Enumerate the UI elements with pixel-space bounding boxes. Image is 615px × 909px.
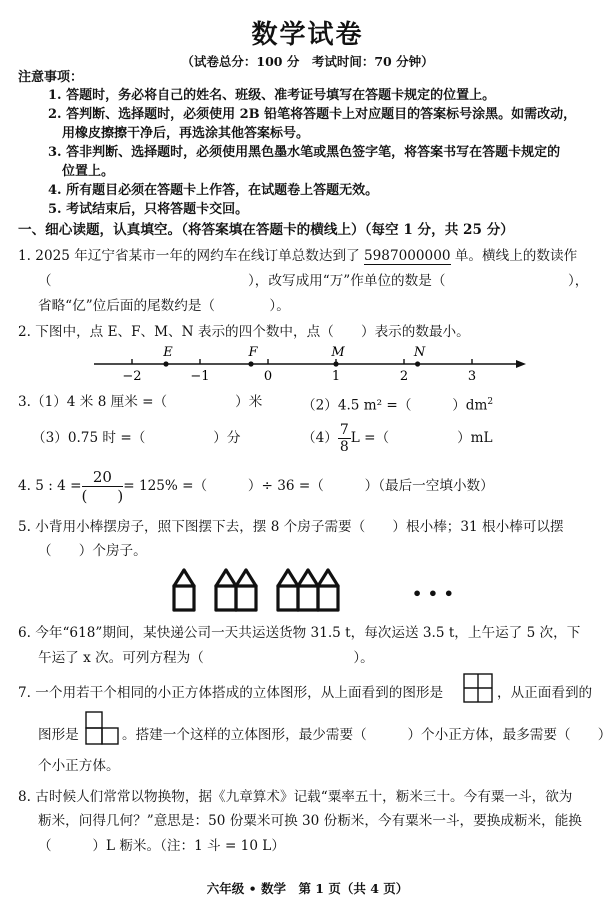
- stick: [246, 570, 256, 586]
- question-1-text-a: 1. 2025 年辽宁省某市一年的网约车在线订单总数达到了: [18, 248, 364, 264]
- question-3c: （3）0.75 时 =（ ）分: [32, 430, 241, 446]
- stick: [318, 570, 328, 586]
- house-pattern-figure: [170, 562, 450, 622]
- note-item-4: 4. 所有题目必须在答题卡上作答，在试题卷上答题无效。: [48, 183, 379, 198]
- exam-info: （试卷总分：100 分 考试时间：70 分钟）: [181, 54, 434, 69]
- question-8-line2: 粝米，问得几何？”意思是：50 份粟米可换 30 份粝米，今有粟米一斗，要换成粝米，能换: [38, 813, 582, 829]
- note-item-5: 5. 考试结束后，只将答题卡交回。: [48, 202, 249, 217]
- question-2-text: 2. 下图中，点 E、F、M、N 表示的四个数中，点（ ）表示的数最小。: [18, 324, 470, 340]
- note-item-2: 2. 答判断、选择题时，必须使用 2B 铅笔将答题卡上对应题目的答案标号涂黑。如需改动，: [48, 107, 577, 122]
- number-line-point-label: E: [163, 345, 173, 360]
- question-1-line2: ），改写成用“万”作单位的数是（: [248, 273, 446, 289]
- question-3d-label: （4）: [302, 430, 338, 446]
- question-6-line2: 午运了 x 次。可列方程为（ ）。: [38, 650, 374, 666]
- number-line-point-f: [248, 361, 253, 366]
- question-7-line1: 7. 一个用若干个相同的小正方体搭成的立体图形，从上面看到的图形是: [18, 685, 444, 701]
- number-line-point-label: F: [248, 345, 258, 360]
- fraction-denominator: 8: [339, 439, 349, 455]
- fraction-numerator: 20: [82, 468, 124, 487]
- stick: [298, 570, 308, 586]
- number-line-point-label: M: [331, 345, 345, 360]
- question-7-line2-pre: 图形是: [38, 727, 79, 743]
- number-line-tick-label: 3: [467, 369, 477, 384]
- number-line-tick-label: −2: [122, 369, 142, 384]
- number-line-point-label: N: [413, 345, 426, 360]
- question-5-line2: （ ）个房子。: [38, 543, 147, 559]
- front-view-figure: [84, 710, 120, 746]
- stick: [278, 570, 288, 586]
- question-4: [18, 466, 494, 506]
- stick: [308, 570, 318, 586]
- question-4-text: = 125% =（ ）÷ 36 =（ ）（最后一空填小数）: [123, 478, 494, 494]
- question-1-text-b: 单。横线上的数读作: [450, 248, 578, 264]
- question-8-line1: 8. 古时候人们常常以物换物，据《九章算术》记载“粟率五十，粝米三十。今有粟一斗，欲为: [18, 789, 573, 805]
- question-7-line3: 个小正方体。: [38, 758, 120, 774]
- fraction-numerator: 7: [339, 422, 349, 438]
- question-1-paren-close: ），: [568, 273, 589, 289]
- question-5-line1: 5. 小背用小棒摆房子，照下图摆下去，摆 8 个房子需要（ ）根小棒；31 根小棒可以摆: [18, 519, 564, 535]
- fraction-denominator-blank: ( ): [81, 487, 124, 505]
- note-item-3: 3. 答非判断、选择题时，必须使用黑色墨水笔或黑色签字笔，将答案书写在答题卡规定的: [48, 145, 561, 160]
- top-view-figure: [463, 673, 493, 703]
- number-line: [90, 342, 530, 384]
- question-4-ratio: 4. 5 : 4 =: [18, 478, 82, 494]
- order-number: 5987000000: [364, 248, 451, 264]
- stick: [216, 570, 226, 586]
- question-8-line3: （ ）L 粝米。（注：1 斗 = 10 L）: [38, 838, 285, 854]
- question-7-line1-post: ，从正面看到的: [497, 685, 593, 701]
- number-line-tick-label: 1: [331, 369, 341, 384]
- stick: [328, 570, 338, 586]
- page-title: 数学试卷: [251, 20, 364, 50]
- question-1-paren-open: （: [38, 273, 52, 289]
- stick: [288, 570, 298, 586]
- number-line-tick-label: 0: [263, 369, 273, 384]
- fraction-20-blank: [82, 468, 124, 505]
- number-line-point-m: [333, 361, 338, 366]
- question-3a: 3.（1）4 米 8 厘米 =（ ）米: [18, 394, 263, 410]
- note-item-2-cont: 用橡皮擦擦干净后，再选涂其他答案标号。: [62, 126, 310, 141]
- question-1-line1: [18, 246, 577, 266]
- stick: [226, 570, 236, 586]
- stick: [236, 570, 246, 586]
- note-item-3-cont: 位置上。: [62, 164, 115, 179]
- fraction-seven-eighths: [338, 422, 351, 455]
- note-item-1: 1. 答题时，务必将自己的姓名、班级、准考证号填写在答题卡规定的位置上。: [48, 88, 496, 103]
- question-3b-text: （2）4.5 m² =（ ）dm: [302, 397, 488, 414]
- number-line-point-e: [163, 361, 168, 366]
- number-line-tick-label: 2: [399, 369, 409, 384]
- question-3b: [302, 392, 493, 416]
- stick: [184, 570, 194, 586]
- page-footer: 六年级 • 数学 第 1 页（共 4 页）: [206, 881, 409, 896]
- question-3d-text: L =（ ）mL: [350, 430, 493, 446]
- question-6-line1: 6. 今年“618”期间，某快递公司一天共运送货物 31.5 t，每次运送 3.5 t，上午运了 5 次，下: [18, 625, 581, 641]
- number-line-point-n: [415, 361, 420, 366]
- stick: [174, 570, 184, 586]
- question-1-line3: 省略“亿”位后面的尾数约是（ ）。: [38, 298, 290, 314]
- number-line-arrow: [516, 360, 526, 368]
- section-heading: 一、细心读题，认真填空。（将答案填在答题卡的横线上）（每空 1 分，共 25 分）: [18, 222, 514, 238]
- number-line-tick-label: −1: [190, 369, 210, 384]
- question-7-line2: 。搭建一个这样的立体图形，最少需要（ ）个小正方体，最多需要（ ）: [122, 727, 612, 743]
- question-3b-unit-power: 2: [487, 397, 494, 407]
- notes-heading: 注意事项：: [18, 70, 84, 85]
- question-3d: [302, 420, 493, 456]
- continuation-dots: • • •: [412, 584, 454, 603]
